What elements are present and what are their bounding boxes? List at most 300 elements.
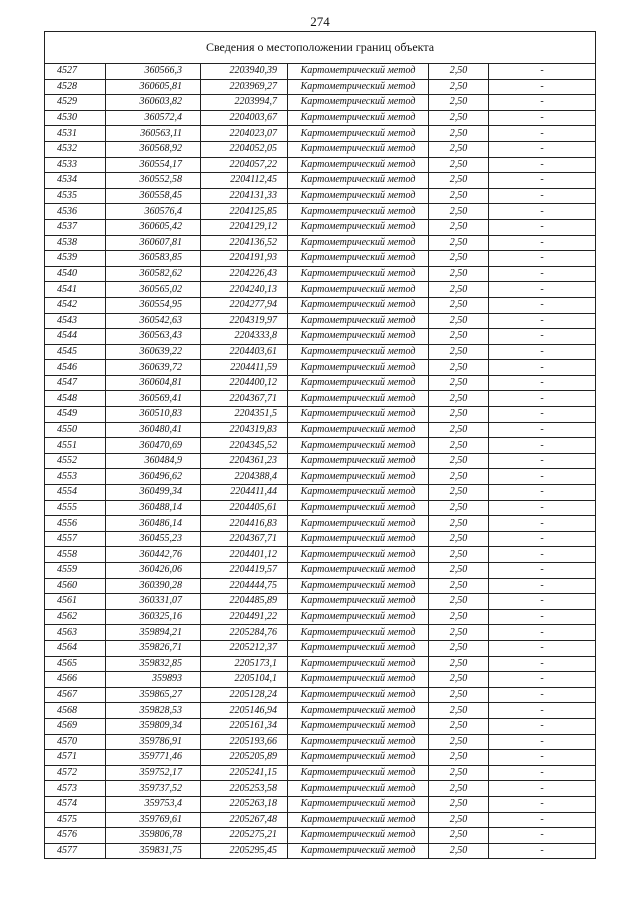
table-row — [45, 391, 595, 407]
method-cell: Картометрический метод — [288, 64, 429, 79]
precision-cell: 2,50 — [429, 422, 489, 438]
coordinates-table — [45, 64, 595, 858]
precision-cell: 2,50 — [429, 188, 489, 204]
point-number-cell: 4540 — [45, 266, 106, 282]
x-coordinate-cell: 359828,53 — [106, 703, 201, 719]
y-coordinate-cell: 2205263,18 — [201, 796, 288, 812]
method-cell: Картометрический метод — [288, 453, 429, 469]
description-cell: - — [489, 141, 596, 157]
y-coordinate-cell: 2204125,85 — [201, 204, 288, 220]
y-coordinate-cell: 2204345,52 — [201, 438, 288, 454]
x-coordinate-cell: 359752,17 — [106, 765, 201, 781]
point-number-cell: 4569 — [45, 718, 106, 734]
table-row — [45, 672, 595, 688]
x-coordinate-cell: 359865,27 — [106, 687, 201, 703]
table-row — [45, 516, 595, 532]
y-coordinate-cell: 2204361,23 — [201, 453, 288, 469]
method-cell: Картометрический метод — [288, 375, 429, 391]
coordinates-table-body — [45, 64, 595, 858]
y-coordinate-cell: 2204191,93 — [201, 251, 288, 267]
table-row — [45, 297, 595, 313]
point-number-cell: 4568 — [45, 703, 106, 719]
x-coordinate-cell: 360568,92 — [106, 141, 201, 157]
table-row — [45, 157, 595, 173]
table-row — [45, 344, 595, 360]
precision-cell: 2,50 — [429, 563, 489, 579]
y-coordinate-cell: 2204131,33 — [201, 188, 288, 204]
description-cell: - — [489, 750, 596, 766]
table-row — [45, 79, 595, 95]
point-number-cell: 4546 — [45, 360, 106, 376]
method-cell: Картометрический метод — [288, 219, 429, 235]
description-cell: - — [489, 703, 596, 719]
y-coordinate-cell: 2204403,61 — [201, 344, 288, 360]
table-row — [45, 500, 595, 516]
description-cell: - — [489, 672, 596, 688]
method-cell: Картометрический метод — [288, 360, 429, 376]
point-number-cell: 4549 — [45, 407, 106, 423]
description-cell: - — [489, 375, 596, 391]
x-coordinate-cell: 360605,42 — [106, 219, 201, 235]
method-cell: Картометрический метод — [288, 95, 429, 111]
description-cell: - — [489, 578, 596, 594]
precision-cell: 2,50 — [429, 235, 489, 251]
description-cell: - — [489, 95, 596, 111]
description-cell: - — [489, 251, 596, 267]
x-coordinate-cell: 359893 — [106, 672, 201, 688]
table-row — [45, 438, 595, 454]
x-coordinate-cell: 360605,81 — [106, 79, 201, 95]
description-cell: - — [489, 796, 596, 812]
description-cell: - — [489, 266, 596, 282]
x-coordinate-cell: 359826,71 — [106, 640, 201, 656]
description-cell: - — [489, 781, 596, 797]
precision-cell: 2,50 — [429, 625, 489, 641]
method-cell: Картометрический метод — [288, 765, 429, 781]
description-cell: - — [489, 625, 596, 641]
precision-cell: 2,50 — [429, 266, 489, 282]
precision-cell: 2,50 — [429, 453, 489, 469]
table-row — [45, 282, 595, 298]
y-coordinate-cell: 2205295,45 — [201, 843, 288, 858]
y-coordinate-cell: 2204112,45 — [201, 173, 288, 189]
precision-cell: 2,50 — [429, 344, 489, 360]
table-row — [45, 251, 595, 267]
x-coordinate-cell: 360583,85 — [106, 251, 201, 267]
table-row — [45, 687, 595, 703]
point-number-cell: 4551 — [45, 438, 106, 454]
precision-cell: 2,50 — [429, 734, 489, 750]
point-number-cell: 4564 — [45, 640, 106, 656]
table-row — [45, 453, 595, 469]
description-cell: - — [489, 110, 596, 126]
method-cell: Картометрический метод — [288, 157, 429, 173]
description-cell: - — [489, 453, 596, 469]
point-number-cell: 4553 — [45, 469, 106, 485]
table-row — [45, 204, 595, 220]
method-cell: Картометрический метод — [288, 485, 429, 501]
y-coordinate-cell: 2203994,7 — [201, 95, 288, 111]
point-number-cell: 4575 — [45, 812, 106, 828]
point-number-cell: 4561 — [45, 594, 106, 610]
y-coordinate-cell: 2204367,71 — [201, 531, 288, 547]
precision-cell: 2,50 — [429, 126, 489, 142]
table-row — [45, 126, 595, 142]
description-cell: - — [489, 609, 596, 625]
precision-cell: 2,50 — [429, 594, 489, 610]
table-row — [45, 95, 595, 111]
x-coordinate-cell: 359894,21 — [106, 625, 201, 641]
description-cell: - — [489, 469, 596, 485]
table-row — [45, 718, 595, 734]
table-row — [45, 407, 595, 423]
method-cell: Картометрический метод — [288, 718, 429, 734]
table-row — [45, 625, 595, 641]
x-coordinate-cell: 360486,14 — [106, 516, 201, 532]
method-cell: Картометрический метод — [288, 251, 429, 267]
precision-cell: 2,50 — [429, 485, 489, 501]
precision-cell: 2,50 — [429, 282, 489, 298]
table-row — [45, 469, 595, 485]
y-coordinate-cell: 2204351,5 — [201, 407, 288, 423]
precision-cell: 2,50 — [429, 438, 489, 454]
table-title: Сведения о местоположении границ объекта — [45, 32, 595, 64]
point-number-cell: 4560 — [45, 578, 106, 594]
y-coordinate-cell: 2205212,37 — [201, 640, 288, 656]
x-coordinate-cell: 360552,58 — [106, 173, 201, 189]
x-coordinate-cell: 360558,45 — [106, 188, 201, 204]
point-number-cell: 4537 — [45, 219, 106, 235]
description-cell: - — [489, 438, 596, 454]
precision-cell: 2,50 — [429, 718, 489, 734]
method-cell: Картометрический метод — [288, 438, 429, 454]
point-number-cell: 4567 — [45, 687, 106, 703]
point-number-cell: 4562 — [45, 609, 106, 625]
description-cell: - — [489, 828, 596, 844]
point-number-cell: 4573 — [45, 781, 106, 797]
table-row — [45, 188, 595, 204]
description-cell: - — [489, 547, 596, 563]
method-cell: Картометрический метод — [288, 141, 429, 157]
table-row — [45, 422, 595, 438]
method-cell: Картометрический метод — [288, 469, 429, 485]
y-coordinate-cell: 2205253,58 — [201, 781, 288, 797]
precision-cell: 2,50 — [429, 173, 489, 189]
precision-cell: 2,50 — [429, 251, 489, 267]
x-coordinate-cell: 360488,14 — [106, 500, 201, 516]
method-cell: Картометрический метод — [288, 235, 429, 251]
x-coordinate-cell: 360554,95 — [106, 297, 201, 313]
description-cell: - — [489, 531, 596, 547]
precision-cell: 2,50 — [429, 204, 489, 220]
precision-cell: 2,50 — [429, 765, 489, 781]
x-coordinate-cell: 360331,07 — [106, 594, 201, 610]
method-cell: Картометрический метод — [288, 547, 429, 563]
description-cell: - — [489, 718, 596, 734]
precision-cell: 2,50 — [429, 469, 489, 485]
x-coordinate-cell: 360542,63 — [106, 313, 201, 329]
precision-cell: 2,50 — [429, 796, 489, 812]
description-cell: - — [489, 219, 596, 235]
description-cell: - — [489, 344, 596, 360]
table-row — [45, 547, 595, 563]
precision-cell: 2,50 — [429, 141, 489, 157]
precision-cell: 2,50 — [429, 656, 489, 672]
table-row — [45, 219, 595, 235]
table-row — [45, 843, 595, 858]
y-coordinate-cell: 2204057,22 — [201, 157, 288, 173]
y-coordinate-cell: 2204485,89 — [201, 594, 288, 610]
y-coordinate-cell: 2204367,71 — [201, 391, 288, 407]
table-row — [45, 531, 595, 547]
point-number-cell: 4543 — [45, 313, 106, 329]
precision-cell: 2,50 — [429, 407, 489, 423]
description-cell: - — [489, 422, 596, 438]
x-coordinate-cell: 360563,43 — [106, 329, 201, 345]
x-coordinate-cell: 360604,81 — [106, 375, 201, 391]
description-cell: - — [489, 282, 596, 298]
description-cell: - — [489, 687, 596, 703]
point-number-cell: 4557 — [45, 531, 106, 547]
y-coordinate-cell: 2204240,13 — [201, 282, 288, 298]
table-row — [45, 563, 595, 579]
point-number-cell: 4539 — [45, 251, 106, 267]
point-number-cell: 4541 — [45, 282, 106, 298]
method-cell: Картометрический метод — [288, 313, 429, 329]
y-coordinate-cell: 2203969,27 — [201, 79, 288, 95]
y-coordinate-cell: 2205284,76 — [201, 625, 288, 641]
point-number-cell: 4550 — [45, 422, 106, 438]
method-cell: Картометрический метод — [288, 500, 429, 516]
y-coordinate-cell: 2204411,59 — [201, 360, 288, 376]
x-coordinate-cell: 360565,02 — [106, 282, 201, 298]
method-cell: Картометрический метод — [288, 781, 429, 797]
precision-cell: 2,50 — [429, 843, 489, 858]
table-row — [45, 796, 595, 812]
precision-cell: 2,50 — [429, 391, 489, 407]
table-row — [45, 734, 595, 750]
precision-cell: 2,50 — [429, 500, 489, 516]
table-row — [45, 812, 595, 828]
point-number-cell: 4555 — [45, 500, 106, 516]
point-number-cell: 4533 — [45, 157, 106, 173]
y-coordinate-cell: 2204136,52 — [201, 235, 288, 251]
table-row — [45, 360, 595, 376]
x-coordinate-cell: 360442,76 — [106, 547, 201, 563]
description-cell: - — [489, 235, 596, 251]
y-coordinate-cell: 2205241,15 — [201, 765, 288, 781]
table-row — [45, 64, 595, 79]
y-coordinate-cell: 2204023,07 — [201, 126, 288, 142]
description-cell: - — [489, 329, 596, 345]
method-cell: Картометрический метод — [288, 297, 429, 313]
method-cell: Картометрический метод — [288, 422, 429, 438]
method-cell: Картометрический метод — [288, 407, 429, 423]
y-coordinate-cell: 2204277,94 — [201, 297, 288, 313]
precision-cell: 2,50 — [429, 547, 489, 563]
y-coordinate-cell: 2205104,1 — [201, 672, 288, 688]
method-cell: Картометрический метод — [288, 126, 429, 142]
table-row — [45, 485, 595, 501]
description-cell: - — [489, 485, 596, 501]
point-number-cell: 4534 — [45, 173, 106, 189]
precision-cell: 2,50 — [429, 329, 489, 345]
y-coordinate-cell: 2204226,43 — [201, 266, 288, 282]
point-number-cell: 4531 — [45, 126, 106, 142]
precision-cell: 2,50 — [429, 297, 489, 313]
method-cell: Картометрический метод — [288, 750, 429, 766]
table-row — [45, 141, 595, 157]
method-cell: Картометрический метод — [288, 344, 429, 360]
x-coordinate-cell: 360639,72 — [106, 360, 201, 376]
y-coordinate-cell: 2205146,94 — [201, 703, 288, 719]
precision-cell: 2,50 — [429, 672, 489, 688]
y-coordinate-cell: 2205205,89 — [201, 750, 288, 766]
method-cell: Картометрический метод — [288, 672, 429, 688]
table-row — [45, 750, 595, 766]
x-coordinate-cell: 359737,52 — [106, 781, 201, 797]
point-number-cell: 4571 — [45, 750, 106, 766]
x-coordinate-cell: 360325,16 — [106, 609, 201, 625]
description-cell: - — [489, 173, 596, 189]
point-number-cell: 4545 — [45, 344, 106, 360]
description-cell: - — [489, 360, 596, 376]
point-number-cell: 4547 — [45, 375, 106, 391]
description-cell: - — [489, 407, 596, 423]
page-number: 274 — [310, 14, 330, 29]
table-row — [45, 173, 595, 189]
x-coordinate-cell: 360390,28 — [106, 578, 201, 594]
point-number-cell: 4566 — [45, 672, 106, 688]
description-cell: - — [489, 79, 596, 95]
x-coordinate-cell: 360563,11 — [106, 126, 201, 142]
x-coordinate-cell: 359786,91 — [106, 734, 201, 750]
point-number-cell: 4527 — [45, 64, 106, 79]
method-cell: Картометрический метод — [288, 79, 429, 95]
description-cell: - — [489, 640, 596, 656]
point-number-cell: 4558 — [45, 547, 106, 563]
description-cell: - — [489, 812, 596, 828]
y-coordinate-cell: 2205275,21 — [201, 828, 288, 844]
y-coordinate-cell: 2204405,61 — [201, 500, 288, 516]
description-cell: - — [489, 64, 596, 79]
description-cell: - — [489, 500, 596, 516]
precision-cell: 2,50 — [429, 640, 489, 656]
point-number-cell: 4563 — [45, 625, 106, 641]
table-row — [45, 609, 595, 625]
point-number-cell: 4538 — [45, 235, 106, 251]
precision-cell: 2,50 — [429, 531, 489, 547]
precision-cell: 2,50 — [429, 219, 489, 235]
point-number-cell: 4577 — [45, 843, 106, 858]
precision-cell: 2,50 — [429, 313, 489, 329]
y-coordinate-cell: 2205128,24 — [201, 687, 288, 703]
y-coordinate-cell: 2204388,4 — [201, 469, 288, 485]
table-row — [45, 266, 595, 282]
y-coordinate-cell: 2203940,39 — [201, 64, 288, 79]
point-number-cell: 4528 — [45, 79, 106, 95]
x-coordinate-cell: 360554,17 — [106, 157, 201, 173]
x-coordinate-cell: 360499,34 — [106, 485, 201, 501]
method-cell: Картометрический метод — [288, 204, 429, 220]
y-coordinate-cell: 2204129,12 — [201, 219, 288, 235]
x-coordinate-cell: 360582,62 — [106, 266, 201, 282]
description-cell: - — [489, 188, 596, 204]
point-number-cell: 4529 — [45, 95, 106, 111]
x-coordinate-cell: 359753,4 — [106, 796, 201, 812]
table-row — [45, 703, 595, 719]
description-cell: - — [489, 594, 596, 610]
method-cell: Картометрический метод — [288, 531, 429, 547]
y-coordinate-cell: 2204333,8 — [201, 329, 288, 345]
x-coordinate-cell: 360470,69 — [106, 438, 201, 454]
precision-cell: 2,50 — [429, 157, 489, 173]
x-coordinate-cell: 360510,83 — [106, 407, 201, 423]
table-row — [45, 594, 595, 610]
point-number-cell: 4530 — [45, 110, 106, 126]
method-cell: Картометрический метод — [288, 594, 429, 610]
point-number-cell: 4572 — [45, 765, 106, 781]
method-cell: Картометрический метод — [288, 329, 429, 345]
x-coordinate-cell: 360484,9 — [106, 453, 201, 469]
y-coordinate-cell: 2204419,57 — [201, 563, 288, 579]
precision-cell: 2,50 — [429, 687, 489, 703]
point-number-cell: 4559 — [45, 563, 106, 579]
description-cell: - — [489, 765, 596, 781]
point-number-cell: 4554 — [45, 485, 106, 501]
point-number-cell: 4532 — [45, 141, 106, 157]
method-cell: Картометрический метод — [288, 173, 429, 189]
precision-cell: 2,50 — [429, 516, 489, 532]
y-coordinate-cell: 2204319,97 — [201, 313, 288, 329]
x-coordinate-cell: 360426,06 — [106, 563, 201, 579]
description-cell: - — [489, 656, 596, 672]
table-row — [45, 375, 595, 391]
boundary-table-sheet — [44, 31, 596, 859]
method-cell: Картометрический метод — [288, 282, 429, 298]
table-row — [45, 329, 595, 345]
point-number-cell: 4576 — [45, 828, 106, 844]
y-coordinate-cell: 2205267,48 — [201, 812, 288, 828]
description-cell: - — [489, 516, 596, 532]
table-row — [45, 656, 595, 672]
y-coordinate-cell: 2205161,34 — [201, 718, 288, 734]
precision-cell: 2,50 — [429, 110, 489, 126]
precision-cell: 2,50 — [429, 64, 489, 79]
precision-cell: 2,50 — [429, 781, 489, 797]
precision-cell: 2,50 — [429, 703, 489, 719]
description-cell: - — [489, 297, 596, 313]
point-number-cell: 4535 — [45, 188, 106, 204]
method-cell: Картометрический метод — [288, 609, 429, 625]
method-cell: Картометрический метод — [288, 656, 429, 672]
x-coordinate-cell: 359832,85 — [106, 656, 201, 672]
method-cell: Картометрический метод — [288, 516, 429, 532]
table-row — [45, 578, 595, 594]
point-number-cell: 4570 — [45, 734, 106, 750]
x-coordinate-cell: 360639,22 — [106, 344, 201, 360]
x-coordinate-cell: 359771,46 — [106, 750, 201, 766]
table-row — [45, 781, 595, 797]
precision-cell: 2,50 — [429, 375, 489, 391]
x-coordinate-cell: 360569,41 — [106, 391, 201, 407]
description-cell: - — [489, 157, 596, 173]
point-number-cell: 4565 — [45, 656, 106, 672]
description-cell: - — [489, 734, 596, 750]
precision-cell: 2,50 — [429, 79, 489, 95]
precision-cell: 2,50 — [429, 578, 489, 594]
description-cell: - — [489, 563, 596, 579]
